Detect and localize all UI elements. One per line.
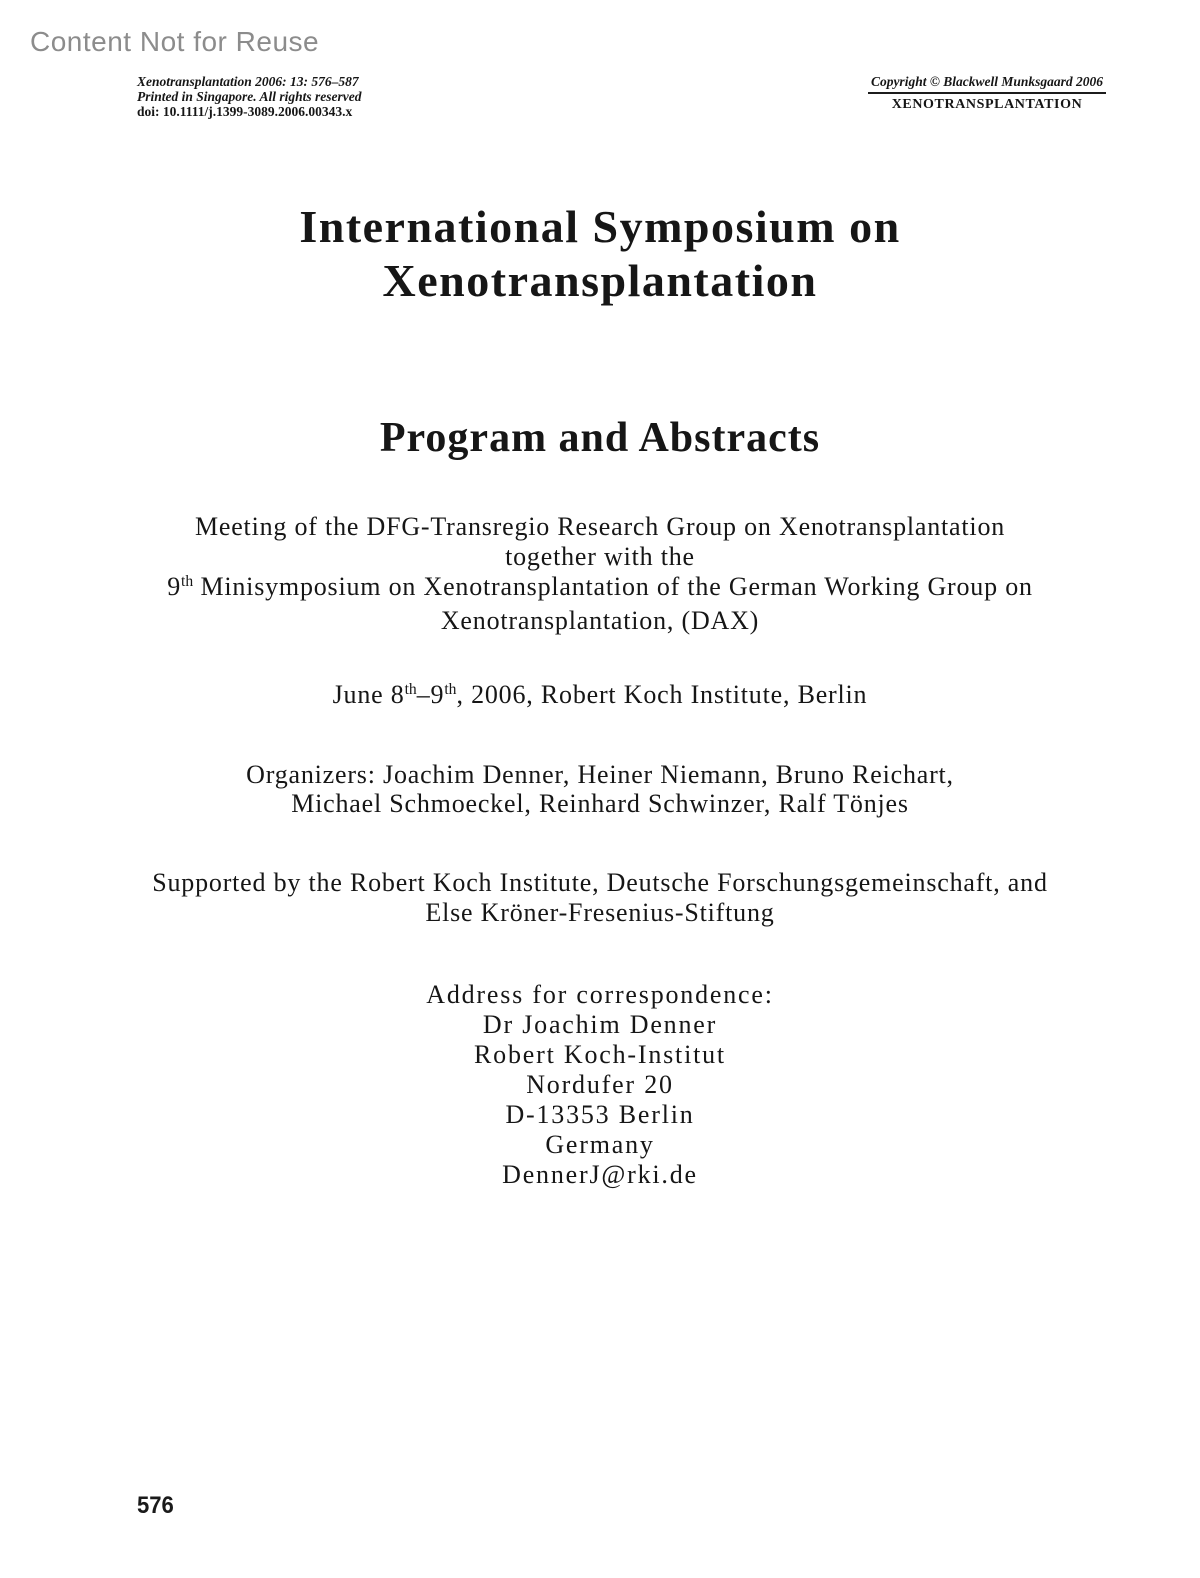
correspondence-heading: Address for correspondence: [426, 980, 774, 1009]
correspondence-city: D-13353 Berlin [505, 1100, 695, 1129]
organizers-line-2: Michael Schmoeckel, Reinhard Schwinzer, Ralf Tönjes [291, 789, 909, 818]
correspondence-institute: Robert Koch-Institut [474, 1040, 726, 1069]
supporters-line-2: Else Kröner-Fresenius-Stiftung [425, 898, 775, 927]
organizers-line-1: Organizers: Joachim Denner, Heiner Niemann, Bruno Reichart, [246, 760, 954, 789]
publication-info [137, 74, 362, 119]
correspondence-address [0, 980, 1200, 1190]
meeting-line-1: Meeting of the DFG-Transregio Research Group on Xenotransplantation [194, 512, 1006, 541]
journal-citation: Xenotransplantation 2006: 13: 576–587 [137, 74, 359, 89]
ordinal-superscript: th [444, 681, 457, 699]
printed-in-notice: Printed in Singapore. All rights reserved [137, 89, 362, 104]
ordinal-superscript: th [181, 573, 194, 591]
event-date-location [0, 680, 1200, 714]
organizers [0, 760, 1200, 818]
meeting-line-4: Xenotransplantation, (DAX) [440, 606, 760, 635]
ordinal-superscript: th [404, 681, 417, 699]
minisymposium-number: 9 [167, 572, 181, 601]
copyright-line: Copyright © Blackwell Munksgaard 2006 [870, 74, 1104, 89]
page-number: 576 [137, 1492, 174, 1519]
journal-name: XENOTRANSPLANTATION [891, 97, 1083, 112]
supporters [0, 868, 1200, 928]
correspondence-name: Dr Joachim Denner [482, 1010, 718, 1039]
title-line-2: Xenotransplantation [382, 255, 818, 306]
supporters-line-1: Supported by the Robert Koch Institute, Deutsche Forschungsgemeinschaft, and [152, 868, 1048, 897]
correspondence-street: Nordufer 20 [526, 1070, 674, 1099]
content-not-for-reuse-watermark: Content Not for Reuse [30, 26, 320, 57]
subtitle: Program and Abstracts [379, 415, 821, 461]
correspondence-email: DennerJ@rki.de [502, 1160, 698, 1189]
meeting-line-3 [0, 572, 1200, 606]
meeting-description [0, 512, 1200, 636]
page-title [0, 200, 1200, 308]
header-rule [868, 92, 1106, 94]
date-part-2: –9 [416, 680, 445, 709]
copyright-block [868, 74, 1106, 112]
meeting-line-2: together with the [505, 542, 695, 571]
correspondence-country: Germany [545, 1130, 655, 1159]
date-part-3: , 2006, Robert Koch Institute, Berlin [456, 680, 868, 709]
meeting-line-3-rest: Minisymposium on Xenotransplantation of the German Working Group on [193, 572, 1033, 601]
date-part-1: June 8 [332, 680, 405, 709]
doi-line: doi: 10.1111/j.1399-3089.2006.00343.x [137, 104, 353, 119]
title-line-1: International Symposium on [299, 201, 901, 252]
